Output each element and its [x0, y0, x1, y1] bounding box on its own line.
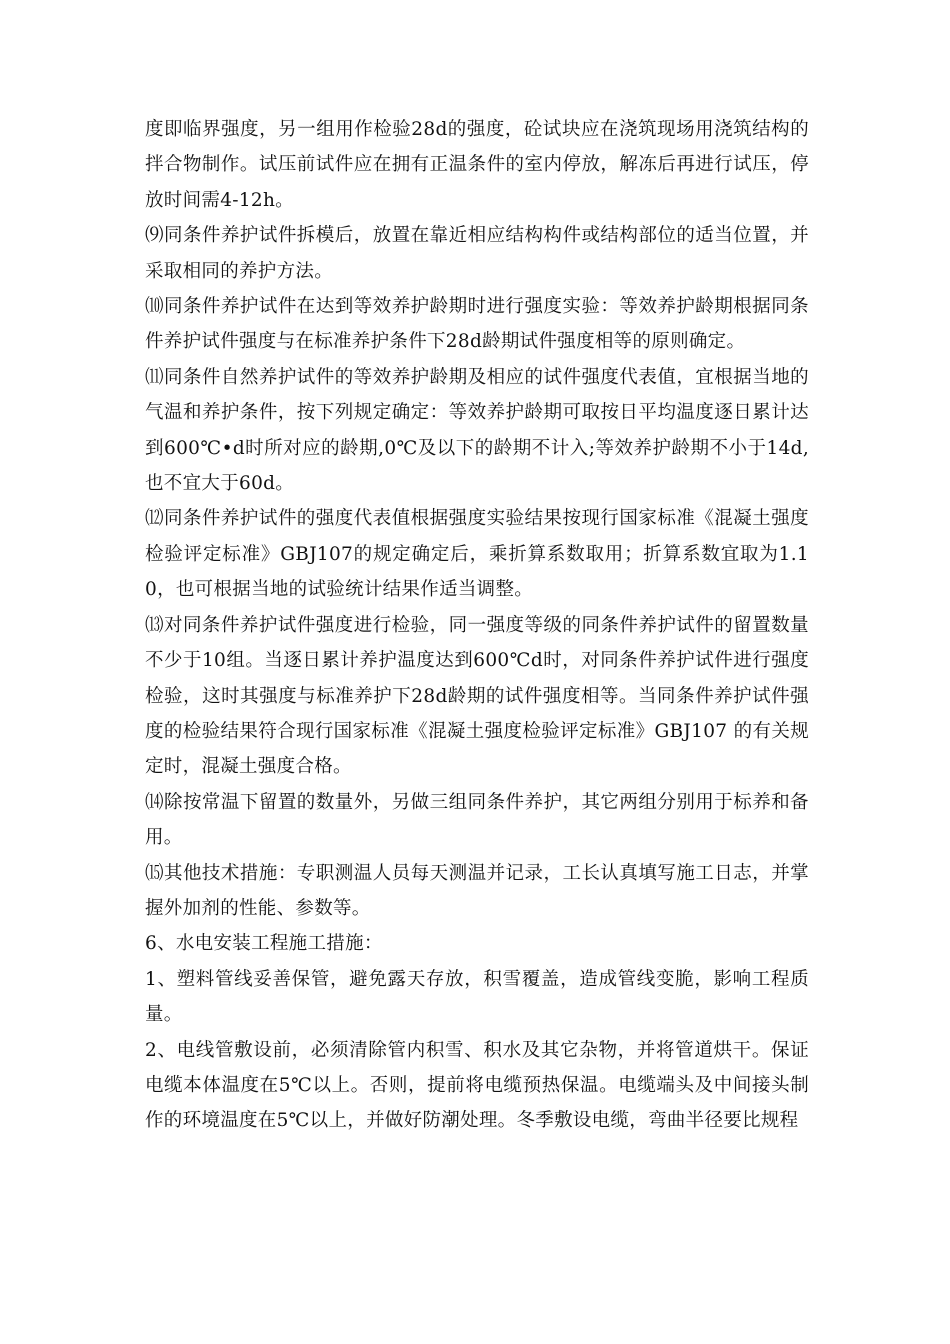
paragraph-measure-1: 1、塑料管线妥善保管，避免露天存放，积雪覆盖，造成管线变脆，影响工程质量。 — [145, 968, 809, 1026]
paragraph-measure-2: 2、电线管敷设前，必须清除管内积雪、积水及其它杂物，并将管道烘干。保证电缆本体温度在5℃以上。否则，提前将电缆预热保温。电缆端头及中间接头制作的环境温度在5℃以上，并做好防潮处理。冬季敷设电缆，弯曲半径要比规程 — [145, 1039, 809, 1132]
paragraph-item-15: ⒂其他技术措施：专职测温人员每天测温并记录，工长认真填写施工日志，并掌握外加剂的性能、参数等。 — [145, 862, 809, 919]
paragraph-item-12: ⑿同条件养护试件的强度代表值根据强度实验结果按现行国家标准《混凝土强度检验评定标准》GBJ107的规定确定后，乘折算系数取用；折算系数宜取为1.10，也可根据当地的试验统计结果作适当调整。 — [145, 508, 809, 601]
paragraph-item-10: ⑽同条件养护试件在达到等效养护龄期时进行强度实验：等效养护龄期根据同条件养护试件强度与在标准养护条件下28d龄期试件强度相等的原则确定。 — [145, 296, 809, 353]
paragraph-item-11: ⑾同条件自然养护试件的等效养护龄期及相应的试件强度代表值，宜根据当地的气温和养护条件，按下列规定确定：等效养护龄期可取按日平均温度逐日累计达到600℃•d时所对应的龄期,0℃及以下的龄期不计入;等效养护龄期不小于14d,也不宜大于60d。 — [145, 366, 809, 495]
paragraph-item-9: ⑼同条件养护试件拆模后，放置在靠近相应结构构件或结构部位的适当位置，并采取相同的养护方法。 — [145, 225, 809, 282]
paragraph-item-13: ⒀对同条件养护试件强度进行检验，同一强度等级的同条件养护试件的留置数量不少于10组。当逐日累计养护温度达到600℃d时，对同条件养护试件进行强度检验，这时其强度与标准养护下28d龄期的试件强度相等。当同条件养护试件强度的检验结果符合现行国家标准《混凝土强度检验评定标准》GBJ107 的有关规定时，混凝土强度合格。 — [145, 614, 809, 778]
paragraph-critical-strength: 度即临界强度，另一组用作检验28d的强度，砼试块应在浇筑现场用浇筑结构的拌合物制作。试压前试件应在拥有正温条件的室内停放，解冻后再进行试压，停放时间需4-12h。 — [145, 119, 809, 211]
document-body — [145, 112, 809, 1139]
paragraph-item-14: ⒁除按常温下留置的数量外，另做三组同条件养护，其它两组分别用于标养和备用。 — [145, 791, 809, 849]
section-heading-plumbing-electrical: 6、水电安装工程施工措施： — [145, 933, 383, 955]
